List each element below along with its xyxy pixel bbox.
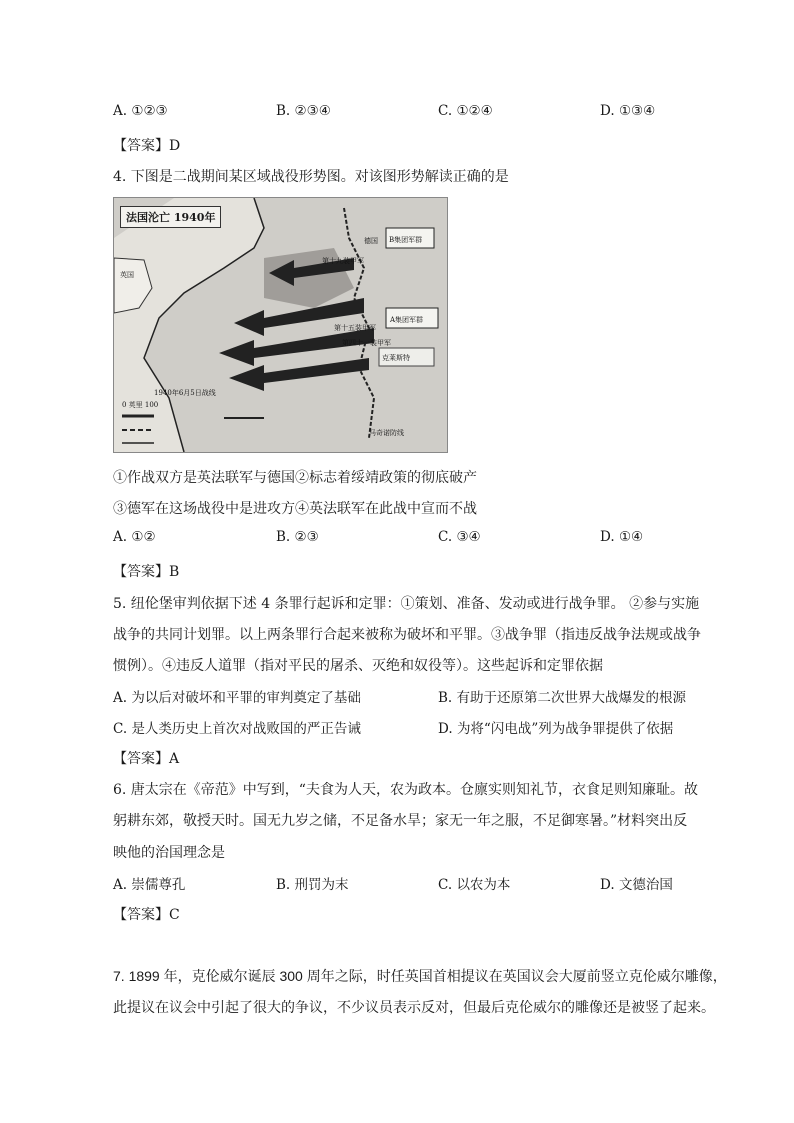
q7-line-2: 此提议在议会中引起了很大的争议，不少议员表示反对，但最后克伦威尔的雕像还是被竖了起来。 [113,999,715,1015]
map-label-maginot: 马奇诺防线 [369,429,404,437]
q4-option-b: B. ②③ [276,529,319,545]
map-label-germany: 德国 [364,237,378,245]
q4-stem: 4. 下图是二战期间某区域战役形势图。对该图形势解读正确的是 [113,169,509,185]
map-label-date: 1940年6月5日战线 [154,389,216,397]
q5-option-a: A. 为以后对破坏和平罪的审判奠定了基础 [113,690,361,706]
map-label-army-b: B集团军群 [389,236,423,244]
q6-option-d: D. 文德治国 [600,877,673,893]
q6-option-a: A. 崇儒尊孔 [113,877,186,893]
map-label-scale: 0 英里 100 [122,401,159,409]
q7-line-1: 7. 1899 年，克伦威尔诞辰 300 周年之际，时任英国首相提议在英国议会大厦前竖立克伦威尔雕像， [113,968,727,984]
q6-option-b: B. 刑罚为末 [276,877,349,893]
q5-answer: 【答案】A [113,751,180,767]
q3-option-d: D. ①③④ [600,103,656,119]
q4-option-a: A. ①② [113,529,156,545]
map-label-kleist: 克莱斯特 [382,354,410,362]
q5-option-d: D. 为将“闪电战”列为战争罪提供了依据 [438,721,674,737]
q6-line-1: 6. 唐太宗在《帝范》中写到，“夫食为人天，农为政本。仓廪实则知礼节，衣食足则知廉耻。故 [113,782,698,798]
q4-option-d: D. ①④ [600,529,644,545]
q3-option-a: A. ①②③ [113,103,168,119]
q6-option-c: C. 以农为本 [438,877,511,893]
map-label-hoth: 第十五装甲军 [334,324,376,332]
map-label-army-a: A集团军群 [390,316,424,324]
q4-option-c: C. ③④ [438,529,481,545]
q5-line-2: 战争的共同计划罪。以上两条罪行合起来被称为破坏和平罪。③战争罪（指违反战争法规或战争 [113,627,701,643]
map-label-britain: 英国 [120,271,134,279]
q3-answer: 【答案】D [113,138,181,154]
battle-map-figure [113,197,448,453]
q4-answer: 【答案】B [113,564,180,580]
q6-line-2: 躬耕东郊，敬授天时。国无九岁之储，不足备水旱；家无一年之服，不足御寒暑。”材料突出反 [113,813,688,829]
q5-line-3: 惯例）。④违反人道罪（指对平民的屠杀、灭绝和奴役等）。这些起诉和定罪依据 [113,658,603,674]
map-label-reinhardt: 第四十一装甲军 [342,339,391,347]
q5-option-c: C. 是人类历史上首次对战败国的严正告诫 [113,721,361,737]
q5-line-1: 5. 纽伦堡审判依据下述 4 条罪行起诉和定罪：①策划、准备、发动或进行战争罪。 ②参与实施 [113,596,700,612]
q3-option-b: B. ②③④ [276,103,331,119]
q3-option-c: C. ①②④ [438,103,493,119]
map-title: 法国沦亡 1940年 [120,206,221,228]
q6-line-3: 映他的治国理念是 [113,845,225,861]
map-label-guderian: 第十九装甲军 [322,257,364,265]
q5-option-b: B. 有助于还原第二次世界大战爆发的根源 [438,690,687,706]
q4-statement-2: ③德军在这场战役中是进攻方④英法联军在此战中宣而不战 [113,501,477,517]
q4-statement-1: ①作战双方是英法联军与德国②标志着绥靖政策的彻底破产 [113,470,477,486]
q6-answer: 【答案】C [113,907,180,923]
